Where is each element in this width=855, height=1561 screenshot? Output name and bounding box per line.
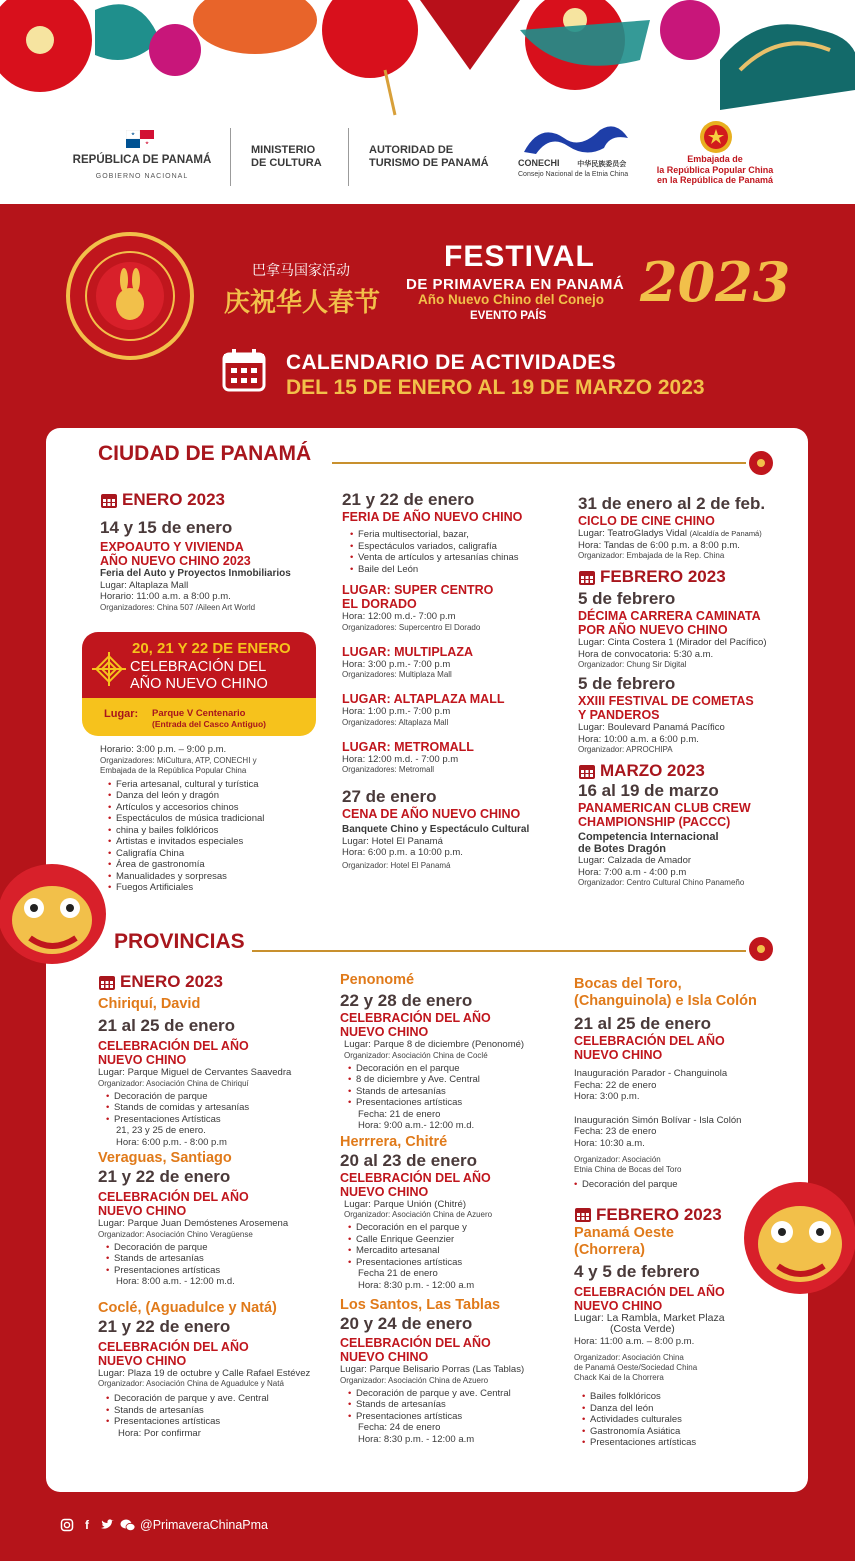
list-item: • Decoración en el parque: [348, 1063, 566, 1075]
event-organizer: Organizador: Chung Sir Digital: [578, 660, 687, 669]
lugar-title: LUGAR: METROMALL: [342, 739, 474, 754]
event-detail: Hora: 8:30 p.m. - 12:00 a.m: [358, 1433, 475, 1445]
event-activity-list: [98, 1393, 332, 1428]
event-lugar: Lugar: Parque Belisario Porras (Las Tablas): [340, 1364, 525, 1375]
event-hora: Hora: 11:00 a.m. – 8:00 p.m.: [574, 1335, 695, 1347]
event-lugar: Lugar: Boulevard Panamá Pacífico: [578, 722, 725, 733]
event-date: 21 y 22 de enero: [342, 490, 475, 509]
section-divider: [332, 462, 746, 464]
list-item: • Baile del León: [350, 564, 570, 576]
list-item: • Presentaciones artísticas: [582, 1437, 802, 1449]
logo-conechi: CONECHI 中华民族委员会 Consejo Nacional de la Etnia China: [518, 158, 629, 178]
list-item: • Calle Enrique Geenzier: [348, 1234, 566, 1246]
list-item: • Stands de artesanías: [106, 1405, 332, 1417]
event-lugar: Lugar: Cinta Costera 1 (Mirador del Pacífico): [578, 637, 767, 648]
place-name: Coclé, (Aguadulce y Natá): [98, 1299, 277, 1316]
event-title: NUEVO CHINO: [340, 1350, 429, 1364]
event-date: 20 al 23 de enero: [340, 1150, 478, 1170]
list-item: • Área de gastronomía: [108, 859, 340, 871]
logo-republica: REPÚBLICA DE PANAMÁ GOBIERNO NACIONAL: [72, 154, 212, 180]
featured-horario: Horario: 3:00 p.m. – 9:00 p.m.: [100, 744, 227, 755]
event-title: NUEVO CHINO: [98, 1204, 187, 1218]
provincias-col2: [340, 972, 566, 1445]
event-lugar: Lugar: TeatroGladys Vidal (Alcaldía de Panamá): [578, 528, 762, 539]
ano-nuevo-text: Año Nuevo Chino del Conejo: [418, 292, 604, 307]
lugar-hora: Hora: 1:00 p.m.- 7:00 p.m: [342, 706, 451, 717]
event-detail: Fecha: 22 de enero: [574, 1079, 657, 1091]
list-item: • Mercadito artesanal: [348, 1245, 566, 1257]
event-organizer: Organizador: Centro Cultural Chino Panameño: [578, 878, 745, 887]
calendar-icon: [222, 348, 266, 392]
logo-ministerio: MINISTERIO DE CULTURA: [251, 144, 322, 169]
logo-autoridad: AUTORIDAD DE TURISMO DE PANAMÁ: [369, 144, 489, 169]
place-name: (Changuinola) e Isla Colón: [574, 993, 757, 1009]
facebook-icon[interactable]: f: [85, 1518, 89, 1532]
event-lugar: Lugar: Calzada de Amador: [578, 855, 692, 866]
list-item: • Stands de artesanías: [348, 1086, 566, 1098]
list-item: • Stands de artesanías: [106, 1253, 332, 1265]
header-decoration: [0, 0, 855, 120]
ciudad-col1: [100, 490, 340, 613]
place-name: Panamá Oeste: [574, 1224, 674, 1241]
event-date: 16 al 19 de marzo: [578, 781, 719, 800]
place-name: Herrrera, Chitré: [340, 1133, 448, 1150]
list-item: • Danza del león y dragón: [108, 790, 340, 802]
featured-event-box: [82, 632, 316, 736]
event-date: 22 y 28 de enero: [340, 991, 473, 1010]
event-subtitle: Banquete Chino y Espectáculo Cultural: [342, 824, 530, 835]
event-date: 21 y 22 de enero: [98, 1167, 231, 1186]
list-item: • Presentaciones artísticas: [348, 1097, 566, 1109]
list-item: • china y bailes folklóricos: [108, 825, 340, 837]
event-date: 21 al 25 de enero: [98, 1016, 236, 1035]
event-detail: Hora: 8:30 p.m. - 12:00 a.m: [358, 1279, 475, 1291]
event-detail: Fecha 21 de enero: [358, 1268, 438, 1279]
event-date: 21 al 25 de enero: [574, 1014, 712, 1033]
festival-title: FESTIVAL: [444, 240, 595, 273]
calendar-icon: [578, 763, 596, 780]
twitter-icon[interactable]: [100, 1518, 114, 1532]
featured-lugar-label: Lugar:: [104, 708, 139, 720]
event-title: CELEBRACIÓN DEL AÑO: [574, 1284, 725, 1299]
chinese-subtitle: 巴拿马国家活动: [252, 262, 350, 278]
list-item: • Fuegos Artificiales: [108, 882, 340, 894]
event-lugar: Lugar: Plaza 19 de octubre y Calle Rafael Estévez: [98, 1367, 311, 1379]
event-hora: Hora: Tandas de 6:00 p.m. a 8:00 p.m.: [578, 539, 740, 551]
lugar-title: LUGAR: ALTAPLAZA MALL: [342, 692, 505, 706]
event-title: CELEBRACIÓN DEL AÑO: [98, 1339, 249, 1354]
list-item: • Decoración de parque y ave. Central: [106, 1393, 332, 1405]
lugar-hora: Hora: 12:00 m.d. - 7:00 p.m: [342, 753, 459, 765]
event-detail: Fecha: 23 de enero: [574, 1126, 657, 1137]
featured-date: 20, 21 Y 22 DE ENERO: [132, 640, 291, 657]
event-organizer: Organizadores: China 507 /Aileen Art World: [100, 602, 256, 612]
event-detail: Hora: 9:00 a.m.- 12:00 m.d.: [358, 1120, 475, 1131]
place-name: Bocas del Toro,: [574, 976, 682, 992]
place-name: (Chorrera): [574, 1241, 645, 1258]
event-organizer: Organizador: Embajada de la Rep. China: [578, 551, 725, 560]
event-organizer: Organizador: Asociación China de Azuero: [340, 1375, 489, 1385]
event-subtitle: de Botes Dragón: [578, 842, 667, 855]
lugar-organizer: Organizadores: Supercentro El Dorado: [342, 622, 481, 632]
list-item: • Espectáculos de música tradicional: [108, 813, 340, 825]
flower-icon: [746, 448, 776, 478]
event-hora: Hora: 10:00 a.m. a 6:00 p.m.: [578, 733, 699, 745]
place-name: Veraguas, Santiago: [98, 1150, 232, 1166]
ciudad-col3: [578, 494, 804, 888]
event-organizer: Organizador: Asociación Chino Veragüense: [98, 1229, 253, 1239]
list-item: • Manualidades y sorpresas: [108, 871, 340, 883]
calendar-icon: [578, 569, 596, 586]
list-item: • Feria multisectorial, bazar,: [350, 529, 570, 541]
event-activity-list: [340, 1063, 566, 1109]
event-title: CELEBRACIÓN DEL AÑO: [340, 1011, 491, 1025]
partner-logos: [0, 118, 855, 204]
list-item: • Caligrafía China: [108, 848, 340, 860]
calendar-range: DEL 15 DE ENERO AL 19 DE MARZO 2023: [286, 376, 705, 399]
event-lugar: Lugar: La Rambla, Market Plaza: [574, 1311, 725, 1324]
year-2023: 2023: [640, 250, 791, 314]
list-item: • Gastronomía Asiática: [582, 1426, 802, 1438]
activities-card: [46, 428, 808, 1492]
event-title: CELEBRACIÓN DEL AÑO: [340, 1170, 491, 1185]
event-title: CHAMPIONSHIP (PACCC): [578, 815, 731, 829]
month-heading: MARZO 2023: [578, 761, 804, 781]
event-detail: 21, 23 y 25 de enero.: [116, 1125, 206, 1136]
event-detail: Fecha: 21 de enero: [358, 1108, 441, 1120]
lugar-organizer: Organizadores: Altaplaza Mall: [342, 717, 449, 727]
event-title: CICLO DE CINE CHINO: [578, 514, 715, 528]
section-title-ciudad: CIUDAD DE PANAMÁ: [98, 442, 312, 465]
event-title: CELEBRACIÓN DEL AÑO: [340, 1336, 491, 1350]
event-activity-list: [98, 1242, 332, 1277]
event-organizer: Organizador: Asociación China de Chiriquí: [98, 1078, 249, 1088]
event-activity-list: [98, 1091, 332, 1126]
list-item: • Stands de artesanías: [348, 1399, 566, 1411]
lion-dance-left-icon: [0, 850, 110, 970]
panama-flag-icon: [126, 130, 154, 148]
event-title: NUEVO CHINO: [574, 1298, 663, 1313]
divider: [230, 128, 231, 186]
list-item: • Actividades culturales: [582, 1414, 802, 1426]
list-item: • Venta de artículos y artesanías chinas: [350, 552, 570, 564]
section-title-provincias: PROVINCIAS: [114, 930, 245, 953]
event-lugar: Lugar: Parque Juan Demóstenes Arosemena: [98, 1218, 289, 1229]
event-title: NUEVO CHINO: [340, 1184, 429, 1199]
place-name: Penonomé: [340, 972, 415, 988]
list-item: • Presentaciones artísticas: [348, 1257, 566, 1269]
list-item: • Presentaciones artísticas: [106, 1416, 332, 1428]
featured-details: [100, 744, 340, 894]
month-heading: ENERO 2023: [98, 972, 332, 992]
festival-subtitle: DE PRIMAVERA EN PANAMÁ: [406, 276, 625, 293]
event-date: 4 y 5 de febrero: [574, 1261, 700, 1281]
featured-organizer: Embajada de la República Popular China: [100, 765, 247, 775]
month-heading: FEBRERO 2023: [574, 1205, 802, 1225]
list-item: • Presentaciones Artísticas: [106, 1114, 332, 1126]
list-item: • Decoración del parque: [574, 1179, 802, 1191]
list-item: • Artistas e invitados especiales: [108, 836, 340, 848]
logo-embajada: Embajada de la República Popular China en la República de Panamá: [656, 154, 774, 185]
flowers-decoration: [0, 0, 855, 120]
event-title: DÉCIMA CARRERA CAMINATA: [578, 609, 761, 623]
social-handle[interactable]: @PrimaveraChinaPma: [140, 1518, 269, 1532]
place-name: Chiriquí, David: [98, 996, 201, 1012]
provincias-col1: [98, 972, 332, 1439]
event-detail: Hora: Por confirmar: [118, 1427, 201, 1439]
event-lugar: (Costa Verde): [610, 1323, 675, 1335]
event-title: CELEBRACIÓN DEL AÑO: [98, 1039, 249, 1053]
list-item: • Decoración de parque: [106, 1091, 332, 1103]
event-detail: Hora: 6:00 p.m. - 8:00 p.m: [116, 1136, 227, 1148]
list-item: • Presentaciones artísticas: [106, 1265, 332, 1277]
event-title: AÑO NUEVO CHINO 2023: [100, 554, 251, 568]
event-activity-list: [574, 1391, 802, 1449]
lugar-organizer: Organizadores: Multiplaza Mall: [342, 670, 452, 679]
event-title: POR AÑO NUEVO CHINO: [578, 623, 728, 637]
event-organizer: Organizador: Asociación: [574, 1155, 661, 1164]
featured-title: CELEBRACIÓN DEL AÑO NUEVO CHINO: [130, 659, 268, 692]
list-item: • 8 de diciembre y Ave. Central: [348, 1074, 566, 1086]
event-lugar: Lugar: Parque 8 de diciembre (Penonomé): [344, 1039, 525, 1050]
event-horario: Horario: 11:00 a.m. a 8:00 p.m.: [100, 591, 231, 602]
wechat-icon[interactable]: [120, 1518, 134, 1532]
event-date: 21 y 22 de enero: [98, 1316, 231, 1336]
event-activity-list: [340, 1222, 566, 1268]
event-title: EXPOAUTO Y VIVIENDA: [100, 540, 244, 554]
embassy-emblem-icon: [696, 120, 736, 154]
event-title: NUEVO CHINO: [574, 1048, 663, 1062]
place-name: Los Santos, Las Tablas: [340, 1297, 501, 1313]
event-hora: Hora: 7:00 a.m - 4:00 p.m: [578, 866, 687, 878]
event-detail: Fecha: 24 de enero: [358, 1422, 441, 1433]
month-heading: FEBRERO 2023: [578, 567, 804, 587]
event-subtitle: Feria del Auto y Proyectos Inmobiliarios: [100, 568, 291, 579]
list-item: • Feria artesanal, cultural y turística: [108, 779, 340, 791]
event-organizer: Organizador: Asociación China: [574, 1353, 684, 1362]
instagram-icon[interactable]: [60, 1518, 74, 1532]
event-lugar: Lugar: Hotel El Panamá: [342, 835, 443, 847]
featured-place: Parque V Centenario (Entrada del Casco Antiguo): [152, 708, 266, 729]
event-organizer: Organizador: Asociación China de Azuero: [344, 1210, 493, 1219]
month-heading: ENERO 2023: [100, 490, 340, 510]
event-title: XXIII FESTIVAL DE COMETAS: [578, 694, 754, 708]
dragon-logo-icon: [520, 122, 632, 158]
lugar-title: LUGAR: MULTIPLAZA: [342, 644, 473, 659]
lion-dance-right-icon: [730, 1170, 855, 1300]
calendar-title: CALENDARIO DE ACTIVIDADES: [286, 351, 616, 374]
event-activity-list: [342, 529, 570, 575]
festival-banner: [0, 204, 855, 434]
event-organizer: de Panamá Oeste/Sociedad China: [574, 1363, 698, 1372]
event-date: 31 de enero al 2 de feb.: [578, 494, 766, 513]
lugar-hora: Hora: 3:00 p.m.- 7:00 p.m: [342, 658, 451, 670]
event-date: 5 de febrero: [578, 589, 676, 608]
event-date: 20 y 24 de enero: [340, 1314, 473, 1333]
section-divider: [252, 950, 746, 952]
event-detail: Hora: 8:00 a.m. - 12:00 m.d.: [116, 1276, 235, 1287]
list-item: • Decoración de parque: [106, 1242, 332, 1254]
list-item: • Stands de comidas y artesanías: [106, 1102, 332, 1114]
event-subtitle: Competencia Internacional: [578, 831, 719, 843]
lugar-hora: Hora: 12:00 m.d.- 7:00 p.m: [342, 611, 456, 622]
event-title: NUEVO CHINO: [340, 1025, 429, 1039]
featured-activity-list: [100, 779, 340, 894]
chinese-title: 庆祝华人春节: [224, 287, 381, 317]
event-lugar: Lugar: Altaplaza Mall: [100, 579, 189, 591]
event-hora: Hora: 6:00 p.m. a 10:00 p.m.: [342, 847, 463, 858]
event-organizer: Organizador: Asociación China de Aguadulce y Natá: [98, 1379, 284, 1388]
calendar-icon: [100, 492, 118, 509]
ciudad-col2: [342, 490, 570, 871]
lugar-title: EL DORADO: [342, 597, 417, 611]
divider: [348, 128, 349, 186]
event-title: FERIA DE AÑO NUEVO CHINO: [342, 510, 523, 524]
event-title: Y PANDEROS: [578, 708, 660, 722]
lugar-organizer: Organizadores: Metromall: [342, 765, 435, 774]
list-item: • Danza del león: [582, 1403, 802, 1415]
list-item: • Espectáculos variados, caligrafía: [350, 541, 570, 553]
event-detail: Inauguración Simón Bolívar - Isla Colón: [574, 1114, 742, 1126]
event-date: 14 y 15 de enero: [100, 518, 233, 537]
event-organizer: Etnia China de Bocas del Toro: [574, 1165, 682, 1174]
event-date: 5 de febrero: [578, 674, 676, 693]
event-activity-list: [340, 1388, 566, 1423]
event-detail: Hora: 10:30 a.m.: [574, 1137, 645, 1149]
event-title: NUEVO CHINO: [98, 1353, 187, 1368]
list-item: • Bailes folklóricos: [582, 1391, 802, 1403]
calendar-icon: [98, 974, 116, 991]
list-item: • Decoración en el parque y: [348, 1222, 566, 1234]
list-item: • Decoración de parque y ave. Central: [348, 1388, 566, 1400]
lugar-title: LUGAR: SUPER CENTRO: [342, 583, 494, 597]
event-title: CELEBRACIÓN DEL AÑO: [98, 1190, 249, 1204]
calendar-icon: [574, 1206, 592, 1223]
list-item: • Presentaciones artísticas: [348, 1411, 566, 1423]
event-detail: Inauguración Parador - Changuinola: [574, 1068, 728, 1079]
evento-pais: EVENTO PAÍS: [470, 310, 547, 322]
event-detail: Hora: 3:00 p.m.: [574, 1091, 640, 1102]
event-title: NUEVO CHINO: [98, 1053, 187, 1067]
event-hora: Hora de convocatoria: 5:30 a.m.: [578, 648, 714, 660]
event-title: CELEBRACIÓN DEL AÑO: [574, 1034, 725, 1048]
event-title: CENA DE AÑO NUEVO CHINO: [342, 807, 521, 821]
knot-icon: [92, 652, 126, 686]
social-footer: [60, 1518, 268, 1532]
event-lugar: Lugar: Parque Miguel de Cervantes Saavedra: [98, 1067, 292, 1078]
festival-seal-icon: [54, 230, 206, 364]
featured-organizer: Organizadores: MiCultura, ATP, CONECHI y: [100, 755, 257, 765]
event-organizer: Organizador: APROCHIPA: [578, 745, 673, 754]
list-item: • Artículos y accesorios chinos: [108, 802, 340, 814]
flower-icon: [746, 934, 776, 964]
event-lugar: Lugar: Parque Unión (Chitré): [344, 1198, 466, 1210]
event-organizer: Organizador: Hotel El Panamá: [342, 860, 451, 870]
event-date: 27 de enero: [342, 787, 437, 806]
event-title: PANAMERICAN CLUB CREW: [578, 801, 751, 815]
event-organizer: Chack Kai de la Chorrera: [574, 1373, 664, 1382]
event-organizer: Organizador: Asociación China de Coclé: [344, 1050, 488, 1060]
